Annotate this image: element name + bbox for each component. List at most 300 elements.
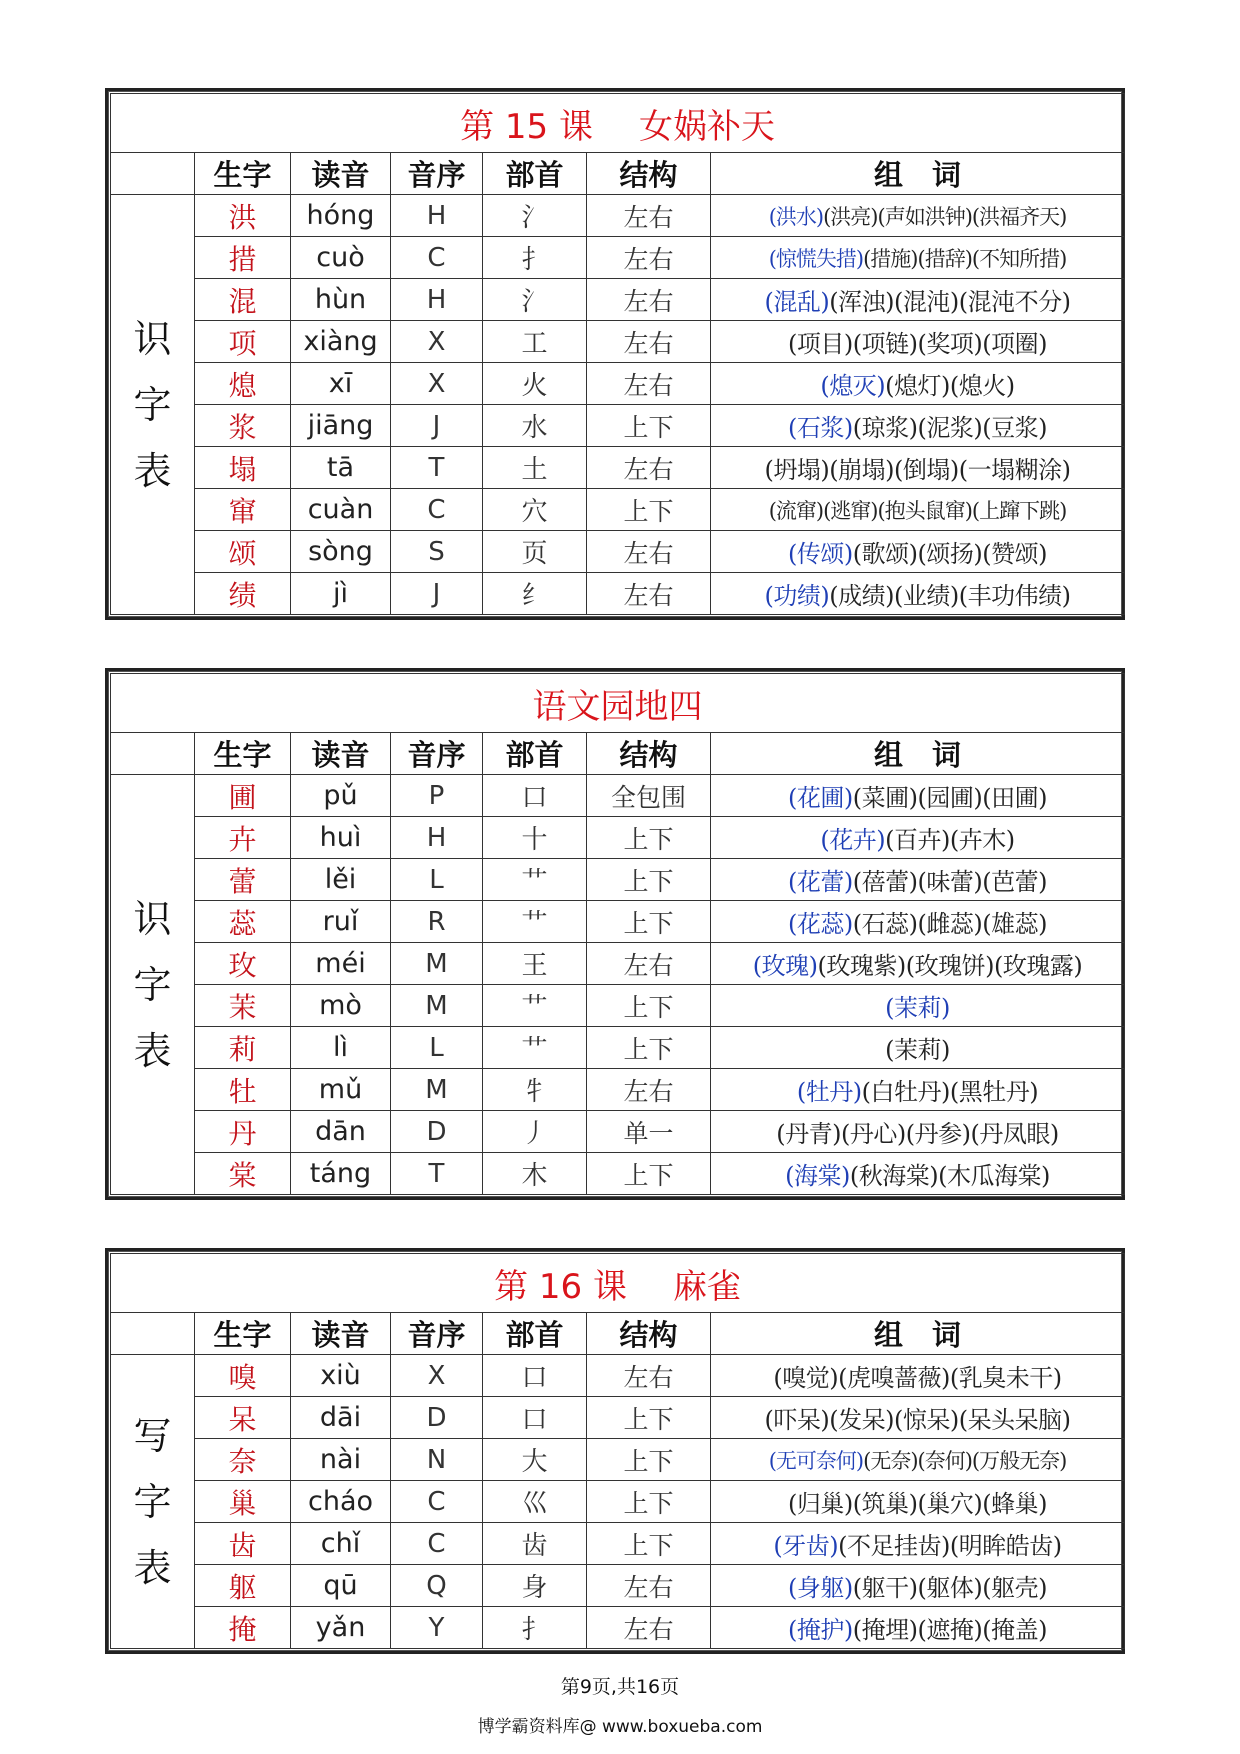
pinyin-cell: hóng [291,195,391,237]
structure-cell: 上下 [587,859,711,901]
initial-cell: T [391,447,483,489]
word: (万般无奈) [971,1448,1067,1473]
word: (发呆) [829,1406,895,1434]
word: (业绩) [894,582,959,610]
word: (颂扬) [917,540,983,568]
word: (玫瑰紫) [817,952,906,980]
structure-cell: 左右 [587,237,711,279]
radical-cell: 扌 [483,1607,587,1649]
initial-cell: X [391,321,483,363]
words-cell [711,859,1125,901]
table-row [111,985,1125,1027]
initial-cell: C [391,1523,483,1565]
words-cell [711,985,1125,1027]
char-cell: 齿 [195,1523,291,1565]
char-cell: 熄 [195,363,291,405]
char-cell: 掩 [195,1607,291,1649]
header-char: 生字 [195,153,291,195]
initial-cell: H [391,195,483,237]
char-table [110,673,1125,1195]
word: (逃窜) [823,498,878,523]
char-cell: 玫 [195,943,291,985]
word: (豆浆) [982,414,1047,442]
side-label-char: 写 [133,1413,172,1458]
words-cell [711,1481,1125,1523]
char-cell: 嗅 [195,1355,291,1397]
table-row [111,1523,1125,1565]
table-row [111,1027,1125,1069]
initial-cell: L [391,1027,483,1069]
site-watermark: 博学霸资料库@ www.boxueba.com [477,1717,763,1737]
pinyin-cell: cuò [291,237,391,279]
highlight-word: (茉莉) [885,994,950,1022]
side-label-char: 表 [133,448,172,493]
radical-cell: 身 [483,1565,587,1607]
word: (惊呆) [894,1406,959,1434]
word: (浑浊) [829,288,894,316]
initial-cell: X [391,363,483,405]
word: (歌颂) [852,540,918,568]
pinyin-cell: jiāng [291,405,391,447]
table-row [111,1607,1125,1649]
structure-cell: 单一 [587,1111,711,1153]
radical-cell: 口 [483,1397,587,1439]
radical-cell: 牜 [483,1069,587,1111]
word: (一塌糊涂) [958,456,1071,484]
word: (蜂巢) [982,1490,1047,1518]
radical-cell: 齿 [483,1523,587,1565]
pinyin-cell: tā [291,447,391,489]
table-row [111,531,1125,573]
words-cell [711,531,1125,573]
initial-cell: M [391,943,483,985]
words-cell [711,489,1125,531]
structure-cell: 上下 [587,985,711,1027]
structure-cell: 上下 [587,1439,711,1481]
side-label [111,1355,195,1649]
word: (味蕾) [917,868,983,896]
words-cell [711,321,1125,363]
initial-cell: L [391,859,483,901]
words-cell [711,1523,1125,1565]
table-row [111,447,1125,489]
table-row [111,573,1125,615]
structure-cell: 左右 [587,447,711,489]
header-words: 组 词 [711,153,1125,195]
header-radical: 部首 [483,1313,587,1355]
initial-cell: C [391,237,483,279]
word: (丹心) [841,1120,906,1148]
header-blank [111,1313,195,1355]
char-cell: 措 [195,237,291,279]
radical-cell: 土 [483,447,587,489]
structure-cell: 上下 [587,901,711,943]
structure-cell: 左右 [587,1355,711,1397]
radical-cell: 艹 [483,859,587,901]
words-cell [711,817,1125,859]
highlight-word: (掩护) [788,1616,853,1644]
structure-cell: 上下 [587,1523,711,1565]
words-cell [711,279,1125,321]
word: (倒塌) [894,456,959,484]
highlight-word: (混乱) [764,288,830,316]
lesson-number: 语文园地四 [532,686,703,727]
lesson-name: 麻雀 [672,1266,741,1307]
initial-cell: D [391,1111,483,1153]
char-cell: 混 [195,279,291,321]
highlight-word: (洪水) [768,204,824,229]
structure-cell: 左右 [587,321,711,363]
header-char: 生字 [195,733,291,775]
header-structure: 结构 [587,1313,711,1355]
table-row [111,363,1125,405]
pinyin-cell: hùn [291,279,391,321]
word: (崩塌) [829,456,894,484]
side-label-char: 识 [133,896,172,941]
structure-cell: 上下 [587,1397,711,1439]
initial-cell: S [391,531,483,573]
pinyin-cell: xī [291,363,391,405]
word: (白牡丹) [861,1078,950,1106]
radical-cell: 氵 [483,195,587,237]
initial-cell: J [391,573,483,615]
structure-cell: 左右 [587,1069,711,1111]
table-row [111,775,1125,817]
word: (躯干) [852,1574,918,1602]
header-pinyin: 读音 [291,153,391,195]
word: (混沌) [894,288,959,316]
words-cell [711,1153,1125,1195]
radical-cell: 艹 [483,985,587,1027]
header-row [111,733,1125,775]
word: (巢穴) [917,1490,983,1518]
highlight-word: (身躯) [788,1574,853,1602]
pinyin-cell: dāi [291,1397,391,1439]
word: (项链) [852,330,918,358]
word: (虎嗅蔷薇) [838,1364,950,1392]
words-cell [711,1397,1125,1439]
char-cell: 卉 [195,817,291,859]
word: (秋海棠) [849,1162,939,1190]
word: (芭蕾) [982,868,1047,896]
words-cell [711,1439,1125,1481]
word: (卉木) [949,826,1015,854]
radical-cell: 丿 [483,1111,587,1153]
words-cell [711,195,1125,237]
char-table [110,1253,1125,1649]
word: (抱头鼠窜) [877,498,972,523]
side-label [111,775,195,1195]
table-title [111,94,1125,153]
word: (声如洪钟) [877,204,972,229]
pinyin-cell: nài [291,1439,391,1481]
radical-cell: 穴 [483,489,587,531]
word: (不知所措) [971,246,1067,271]
table-row [111,901,1125,943]
pinyin-cell: ruǐ [291,901,391,943]
word: (熄灯) [885,372,950,400]
pinyin-cell: lì [291,1027,391,1069]
char-cell: 莉 [195,1027,291,1069]
table-row [111,405,1125,447]
pinyin-cell: cuàn [291,489,391,531]
pinyin-cell: pǔ [291,775,391,817]
header-words: 组 词 [711,733,1125,775]
char-cell: 茉 [195,985,291,1027]
initial-cell: M [391,1069,483,1111]
pinyin-cell: qū [291,1565,391,1607]
words-cell [711,1565,1125,1607]
initial-cell: N [391,1439,483,1481]
word: (园圃) [917,784,983,812]
word: (田圃) [982,784,1047,812]
side-label [111,195,195,615]
words-cell [711,1355,1125,1397]
header-words: 组 词 [711,1313,1125,1355]
words-cell [711,943,1125,985]
words-cell [711,901,1125,943]
words-cell [711,363,1125,405]
radical-cell: 页 [483,531,587,573]
structure-cell: 上下 [587,1153,711,1195]
char-cell: 窜 [195,489,291,531]
header-initial: 音序 [391,1313,483,1355]
initial-cell: T [391,1153,483,1195]
table-row [111,1355,1125,1397]
table-row [111,1069,1125,1111]
header-radical: 部首 [483,153,587,195]
page-number: 第9页,共16页 [560,1676,680,1698]
header-radical: 部首 [483,733,587,775]
word: (熄火) [949,372,1015,400]
lesson-16-table [105,1248,1125,1654]
initial-cell: Q [391,1565,483,1607]
char-cell: 呆 [195,1397,291,1439]
lesson-number: 第 15 课 [460,106,593,147]
table-row [111,817,1125,859]
structure-cell: 左右 [587,195,711,237]
radical-cell: 水 [483,405,587,447]
radical-cell: 十 [483,817,587,859]
word: (混沌不分) [958,288,1071,316]
word: (玫瑰露) [994,952,1083,980]
word: (遮掩) [917,1616,983,1644]
highlight-word: (熄灭) [820,372,886,400]
highlight-word: (海棠) [785,1162,850,1190]
word: (丰功伟绩) [958,582,1071,610]
initial-cell: D [391,1397,483,1439]
lesson-name: 女娲补天 [638,106,775,147]
radical-cell: 扌 [483,237,587,279]
word: (上蹿下跳) [971,498,1067,523]
radical-cell: 艹 [483,901,587,943]
table-row [111,279,1125,321]
word: (琼浆) [852,414,918,442]
radical-cell: 氵 [483,279,587,321]
word: (茉莉) [885,1036,950,1064]
table-row [111,195,1125,237]
pinyin-cell: huì [291,817,391,859]
initial-cell: X [391,1355,483,1397]
char-cell: 塌 [195,447,291,489]
word: (奖项) [917,330,983,358]
word: (丹凤眼) [970,1120,1059,1148]
highlight-word: (惊慌失措) [768,246,864,271]
word: (洪福齐天) [971,204,1067,229]
word: (呆头呆脑) [958,1406,1071,1434]
pinyin-cell: méi [291,943,391,985]
words-cell [711,1069,1125,1111]
structure-cell: 左右 [587,573,711,615]
words-cell [711,1111,1125,1153]
highlight-word: (石浆) [788,414,853,442]
word: (掩埋) [852,1616,918,1644]
highlight-word: (无可奈何) [768,1448,864,1473]
word: (乳臭未干) [949,1364,1062,1392]
initial-cell: H [391,817,483,859]
table-row [111,1397,1125,1439]
table-row [111,321,1125,363]
highlight-word: (花蕊) [788,910,853,938]
side-label-char: 字 [133,1479,172,1524]
char-table [110,93,1125,615]
word: (菜圃) [852,784,918,812]
initial-cell: H [391,279,483,321]
radical-cell: 木 [483,1153,587,1195]
char-cell: 蕊 [195,901,291,943]
pinyin-cell: xiù [291,1355,391,1397]
table-title [111,674,1125,733]
pinyin-cell: chǐ [291,1523,391,1565]
highlight-word: (传颂) [788,540,853,568]
char-cell: 绩 [195,573,291,615]
word: (石蕊) [852,910,918,938]
radical-cell: 大 [483,1439,587,1481]
initial-cell: C [391,1481,483,1523]
table-row [111,237,1125,279]
word: (玫瑰饼) [905,952,994,980]
word: (坍塌) [764,456,830,484]
word: (雌蕊) [917,910,983,938]
word: (吓呆) [764,1406,830,1434]
radical-cell: 火 [483,363,587,405]
pinyin-cell: dān [291,1111,391,1153]
table-row [111,1565,1125,1607]
structure-cell: 左右 [587,1607,711,1649]
table-row [111,1111,1125,1153]
lesson-number: 第 16 课 [494,1266,627,1307]
char-cell: 棠 [195,1153,291,1195]
word: (百卉) [885,826,950,854]
pinyin-cell: lěi [291,859,391,901]
highlight-word: (花蕾) [788,868,853,896]
pinyin-cell: xiàng [291,321,391,363]
initial-cell: P [391,775,483,817]
table-row [111,1153,1125,1195]
highlight-word: (玫瑰) [752,952,818,980]
word: (洪亮) [823,204,878,229]
table-row [111,1439,1125,1481]
char-cell: 洪 [195,195,291,237]
pinyin-cell: mò [291,985,391,1027]
word: (泥浆) [917,414,983,442]
structure-cell: 左右 [587,943,711,985]
word: (黑牡丹) [949,1078,1039,1106]
radical-cell: 王 [483,943,587,985]
radical-cell: 艹 [483,1027,587,1069]
pinyin-cell: cháo [291,1481,391,1523]
highlight-word: (牡丹) [796,1078,862,1106]
pinyin-cell: sòng [291,531,391,573]
header-blank [111,153,195,195]
word: (嗅觉) [773,1364,839,1392]
initial-cell: Y [391,1607,483,1649]
words-cell [711,1607,1125,1649]
title-row [111,94,1125,153]
highlight-word: (牙齿) [773,1532,839,1560]
word: (丹青) [776,1120,842,1148]
title-row [111,674,1125,733]
word: (措辞) [917,246,972,271]
char-cell: 躯 [195,1565,291,1607]
table-title [111,1254,1125,1313]
structure-cell: 上下 [587,1027,711,1069]
radical-cell: 工 [483,321,587,363]
table-row [111,943,1125,985]
header-structure: 结构 [587,733,711,775]
word: (无奈) [863,1448,918,1473]
char-cell: 浆 [195,405,291,447]
word: (躯体) [917,1574,983,1602]
header-pinyin: 读音 [291,1313,391,1355]
pinyin-cell: jì [291,573,391,615]
word: (掩盖) [982,1616,1047,1644]
side-label-char: 字 [133,962,172,1007]
structure-cell: 上下 [587,817,711,859]
lesson-15-table [105,88,1125,620]
words-cell [711,775,1125,817]
header-initial: 音序 [391,733,483,775]
initial-cell: J [391,405,483,447]
radical-cell: 口 [483,775,587,817]
side-label-char: 字 [133,382,172,427]
header-pinyin: 读音 [291,733,391,775]
char-cell: 圃 [195,775,291,817]
char-cell: 巢 [195,1481,291,1523]
structure-cell: 左右 [587,531,711,573]
words-cell [711,573,1125,615]
initial-cell: M [391,985,483,1027]
pinyin-cell: táng [291,1153,391,1195]
side-label-char: 识 [133,316,172,361]
char-cell: 颂 [195,531,291,573]
structure-cell: 左右 [587,363,711,405]
pinyin-cell: yǎn [291,1607,391,1649]
table-row [111,859,1125,901]
word: (归巢) [788,1490,853,1518]
highlight-word: (花圃) [788,784,853,812]
structure-cell: 上下 [587,405,711,447]
structure-cell: 上下 [587,489,711,531]
header-structure: 结构 [587,153,711,195]
structure-cell: 全包围 [587,775,711,817]
title-row [111,1254,1125,1313]
words-cell [711,447,1125,489]
radical-cell: 巛 [483,1481,587,1523]
words-cell [711,1027,1125,1069]
word: (雄蕊) [982,910,1047,938]
word: (项目) [788,330,853,358]
